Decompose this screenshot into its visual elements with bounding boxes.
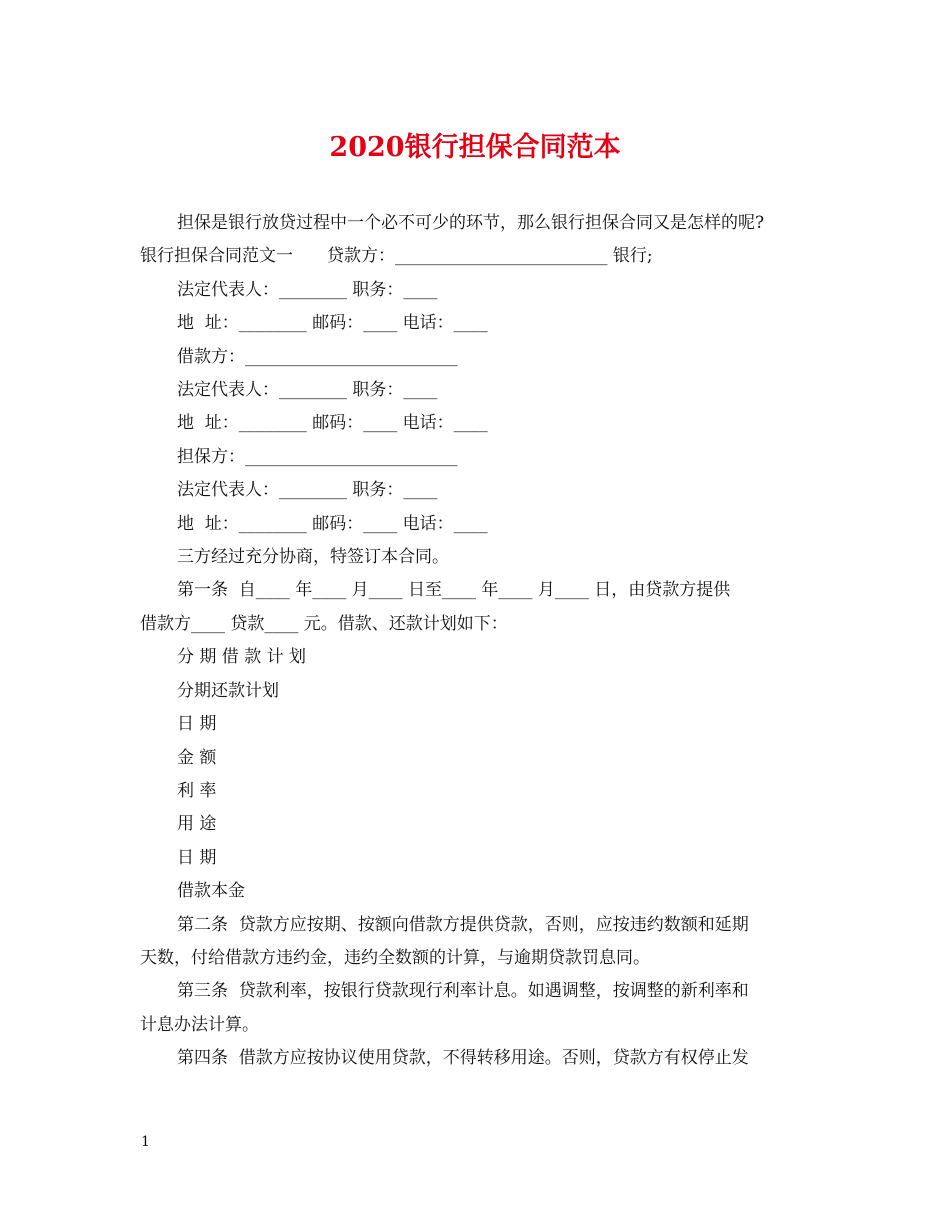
article-2-line-1: 第二条 贷款方应按期、按额向借款方提供贷款，否则，应按违约数额和延期	[177, 914, 749, 935]
plan-item: 金 额	[177, 747, 217, 768]
article-2-line-2: 天数，付给借款方违约金，违约全数额的计算，与逾期贷款罚息同。	[140, 947, 650, 968]
guarantor-representative: 法定代表人：________ 职务：____	[177, 480, 438, 501]
document-title: 2020银行担保合同范本	[329, 132, 621, 163]
article-1-line-1: 第一条 自____ 年____ 月____ 日至____ 年____ 月____ 日，由贷款方提供	[177, 580, 731, 601]
lender-representative: 法定代表人：________ 职务：____	[177, 279, 438, 300]
intro-paragraph: 担保是银行放贷过程中一个必不可少的环节，那么银行担保合同又是怎样的呢?	[177, 213, 765, 233]
guarantor-address: 地 址：________ 邮码：____ 电话：____	[177, 513, 488, 534]
plan-item: 日 期	[177, 847, 217, 868]
document-body	[140, 207, 812, 1076]
intro-continuation: 银行担保合同范文一 贷款方：_________________________ 银行;	[140, 246, 653, 267]
plan-item: 借款本金	[177, 881, 245, 902]
plan-item: 分期还款计划	[177, 680, 279, 701]
plan-item: 利 率	[177, 780, 217, 801]
agreement-statement: 三方经过充分协商，特签订本合同。	[177, 547, 449, 568]
article-3-line-1: 第三条 贷款利率，按银行贷款现行利率计息。如遇调整，按调整的新利率和	[177, 981, 749, 1002]
page-number: 1	[141, 1134, 150, 1150]
borrower-line: 借款方：_________________________	[177, 346, 458, 367]
borrower-address: 地 址：________ 邮码：____ 电话：____	[177, 413, 488, 434]
article-1-line-2: 借款方____ 贷款____ 元。借款、还款计划如下：	[140, 613, 508, 634]
borrower-representative: 法定代表人：________ 职务：____	[177, 380, 438, 401]
plan-item: 日 期	[177, 714, 217, 735]
plan-item: 用 途	[177, 814, 217, 835]
article-3-line-2: 计息办法计算。	[140, 1014, 259, 1035]
guarantor-line: 担保方：_________________________	[177, 446, 458, 467]
plan-item: 分 期 借 款 计 划	[177, 647, 307, 668]
lender-address: 地 址：________ 邮码：____ 电话：____	[177, 313, 488, 334]
article-4-line-1: 第四条 借款方应按协议使用贷款，不得转移用途。否则，贷款方有权停止发	[177, 1048, 749, 1069]
